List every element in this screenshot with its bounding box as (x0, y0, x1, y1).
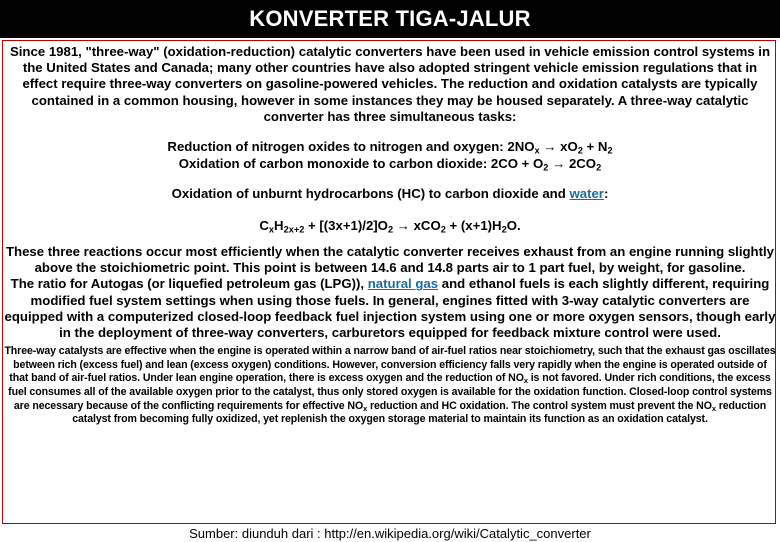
task-oxidation-co-text: Oxidation of carbon monoxide to carbon dioxide: 2CO + O (178, 155, 544, 171)
hc-formula-h: H (274, 217, 284, 233)
hc-formula-co: → xCO (393, 217, 441, 233)
reactions-text-2b: and ethanol fuels is each slightly different, requiring modified fuel system settings when using those fuels. In general, engines fitted with 3-way catalytic converters are equipped with a computerized closed-loop feedback fuel injection system using one or more oxygen sensors, though early in the deployment of three-way converters, carburetors equipped for feedback mixture control were used. (4, 276, 776, 341)
task-oxidation-hc-text: Oxidation of unburnt hydrocarbons (HC) to carbon dioxide and (171, 186, 566, 202)
reactions-text-1: These three reactions occur most efficiently when the catalytic converter receives exhaust from an engine running slightly above the stoichiometric point. This point is between 14.6 and 14.8 parts air to 1 part fuel, by weight, for gasoline. (5, 244, 775, 276)
page-title: KONVERTER TIGA-JALUR (0, 0, 780, 38)
reactions-text-2a: The ratio for Autogas (or liquefied petroleum gas (LPG)), (10, 276, 365, 292)
task-oxidation-co: Oxidation of carbon monoxide to carbon dioxide: $2CO + O_2 \to 2CO_2$ (178, 155, 602, 172)
three-way-explanation: Three-way catalysts are effective when the engine is operated within a narrow band of air-fuel ratios near stoichiometry, such that the exhaust gas oscillates between rich (excess fuel) and lean (excess oxygen) conditions. However, conversion efficiency falls very rapidly when the engine is operated outside of that band of air-fuel ratios. Under lean engine operation, there is excess oxygen and the reduction of $NO_x$ is not favored. Under rich conditions, the excess fuel consumes all of the available oxygen prior to the catalyst, thus only stored oxygen is available for the oxidation function. Closed-loop control systems are necessary because of the conflicting requirements for effective $NO_x$ reduction and HC oxidation. The control system must prevent the $NO_x$ reduction catalyst from becoming fully oxidized, yet replenish the oxygen storage material to maintain its function as an oxidation catalyst. (4, 345, 776, 426)
task-oxidation-hc: Oxidation of unburnt hydrocarbons (HC) to carbon dioxide and water: (171, 186, 609, 202)
hc-formula-h2o: O. (506, 217, 521, 233)
hc-formula-o: + [(3x+1)/2]O (304, 217, 388, 233)
task-reduction-text: Reduction of nitrogen oxides to nitrogen and oxygen: 2NO (167, 139, 535, 155)
source-citation: Sumber: diunduh dari : http://en.wikipedia.org/wiki/Catalytic_converter (189, 526, 591, 541)
reactions-paragraph (4, 244, 776, 341)
small-text-a: Three-way catalysts are effective when the engine is operated within a narrow band of air-fuel ratios near stoichiometry, such that the exhaust gas oscillates between rich (excess fuel) and lean (excess oxygen) conditions. However, conversion efficiency falls very rapidly when the engine is operated outside of that band of air-fuel ratios. Under lean engine operation, there is excess oxygen and the reduction of NO (4, 345, 776, 385)
small-text-d: reduction catalyst from becoming fully oxidized, yet replenish the oxygen storage material to maintain its function as an oxidation catalyst. (72, 399, 767, 426)
small-text-c: reduction and HC oxidation. The control system must prevent the NO (367, 399, 712, 412)
content (4, 44, 776, 427)
natural-gas-link[interactable]: natural gas (367, 276, 439, 292)
task-reduction: Reduction of nitrogen oxides to nitrogen and oxygen: $2NO_x \to xO_2 + N_2$ (167, 139, 613, 156)
water-link[interactable]: water (569, 186, 604, 202)
intro-paragraph: Since 1981, "three-way" (oxidation-reduction) catalytic converters have been used in vehicle emission control systems in the United States and Canada; many other countries have also adopted stringent vehicle emission regulations that in effect require three-way converters on gasoline-powered vehicles. The reduction and oxidation catalysts are typically contained in a common housing, however in some instances they may be housed separately. A three-way catalytic converter has three simultaneous tasks: (9, 44, 771, 124)
small-text-b: is not favored. Under rich conditions, the excess fuel consumes all of the available oxygen prior to the catalyst, thus only stored oxygen is available for the oxidation function. Closed-loop control systems are necessary because of the conflicting requirements for effective NO (8, 372, 772, 412)
hc-formula-c: C (259, 217, 269, 233)
hc-formula-h2: + (x+1)H (445, 217, 502, 233)
hc-formula: $C_xH_{2x+2} + [(3x+1)/2]O_2 \to xCO_2 + (x+1)H_2O$. (259, 217, 521, 234)
